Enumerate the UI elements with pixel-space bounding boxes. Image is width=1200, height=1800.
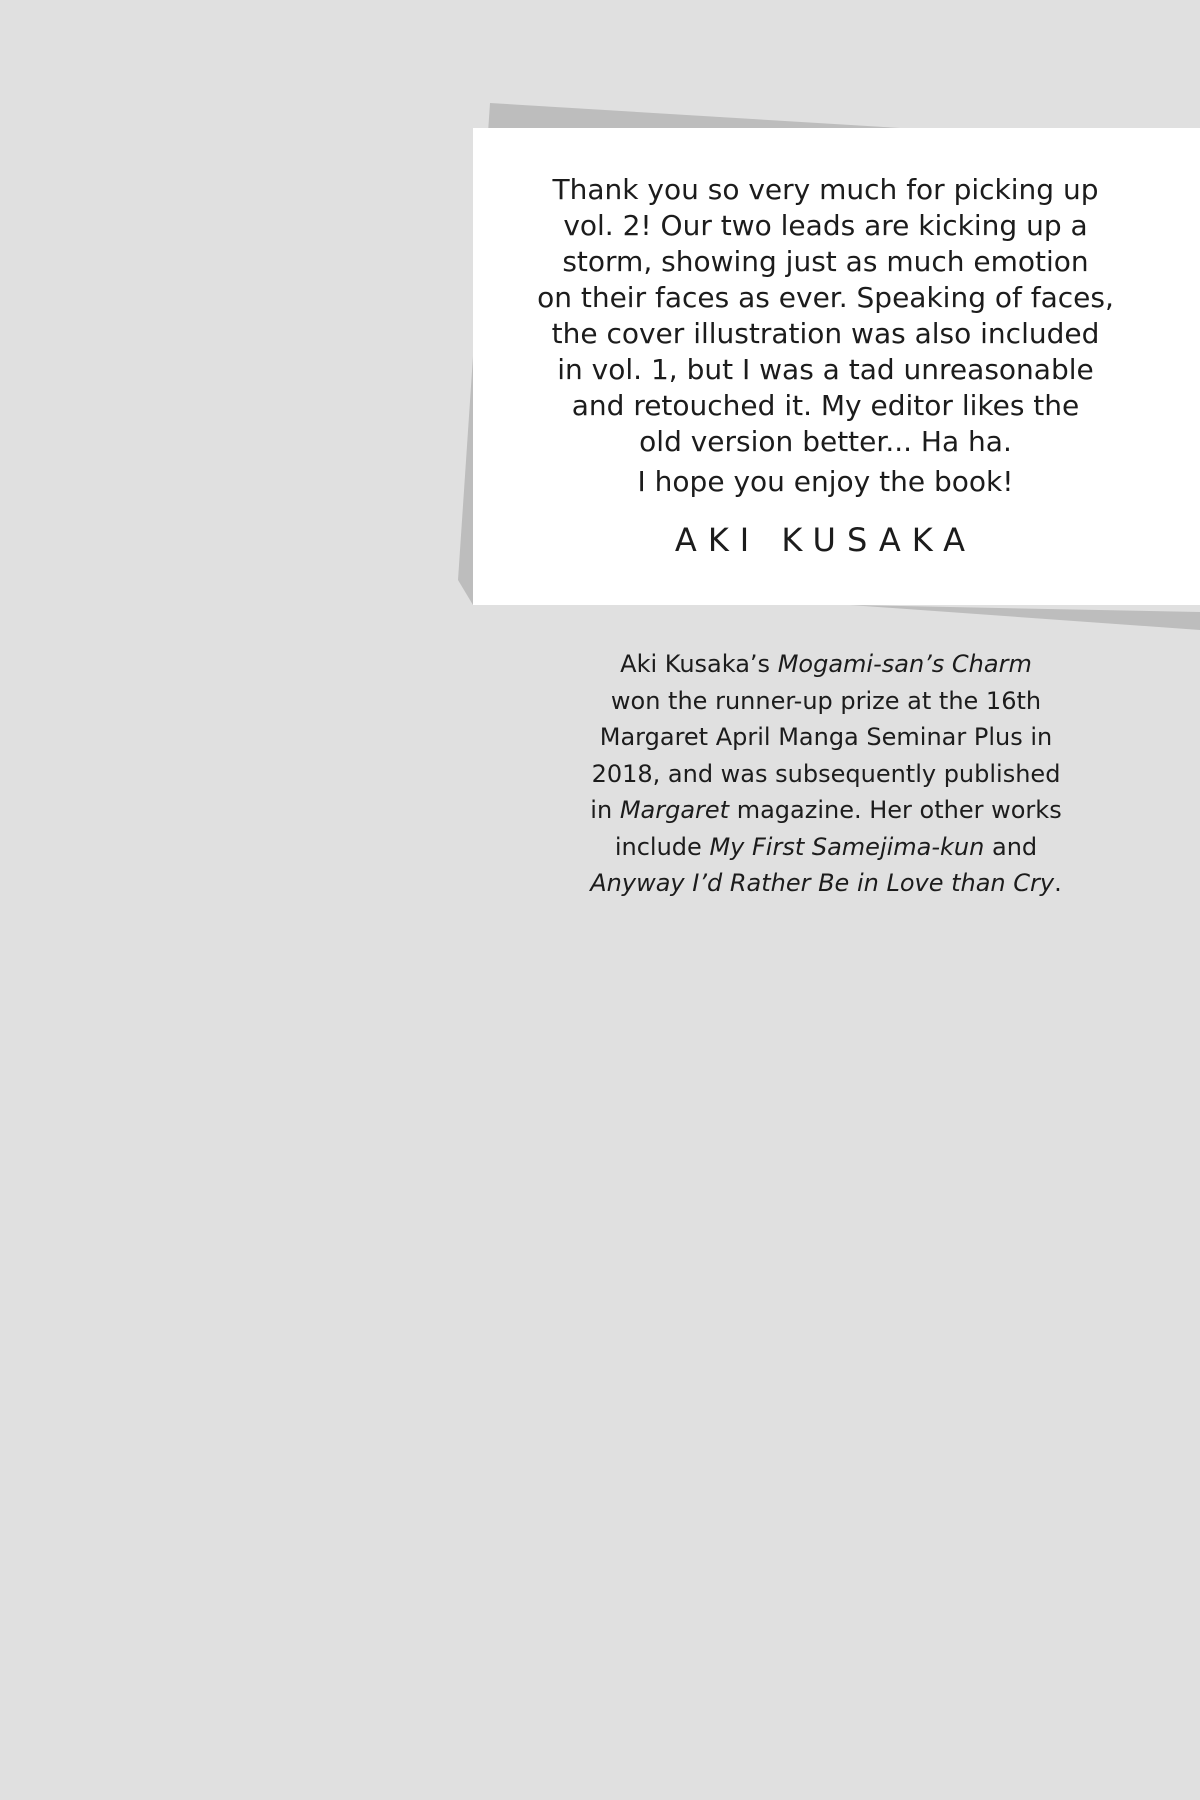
note-line: Thank you so very much for picking up (552, 173, 1099, 206)
bio-text: magazine. Her other works (729, 796, 1062, 824)
note-line: and retouched it. My editor likes the (571, 389, 1080, 422)
bio-line (571, 646, 1081, 683)
bio-text: in (590, 796, 620, 824)
bio-title-samejima: My First Samejima-kun (709, 832, 985, 861)
bio-line: Margaret April Manga Seminar Plus in (599, 723, 1053, 751)
note-line: old version better... Ha ha. (639, 425, 1012, 458)
author-signature: AKI KUSAKA (674, 521, 977, 559)
card-shadow-lower (850, 605, 1200, 630)
bio-line: won the runner-up prize at the 16th (610, 686, 1042, 715)
note-line: storm, showing just as much emotion (562, 245, 1089, 278)
bio-title-anyway: Anyway I’d Rather Be in Love than Cry (590, 869, 1055, 897)
author-note (473, 172, 1178, 500)
bio-text: Aki Kusaka’s (620, 650, 778, 678)
bio-title-margaret: Margaret (619, 796, 730, 824)
bio-line (571, 829, 1081, 866)
bio-text: include (614, 832, 710, 861)
author-bio (571, 646, 1081, 902)
bio-text: and (984, 832, 1038, 861)
note-line: on their faces as ever. Speaking of faces, (537, 281, 1114, 314)
note-closing: I hope you enjoy the book! (637, 465, 1014, 498)
author-note-card (473, 128, 1200, 605)
note-line: vol. 2! Our two leads are kicking up a (563, 209, 1088, 242)
bio-title-mogami: Mogami-san’s Charm (777, 650, 1032, 678)
bio-line (571, 792, 1081, 829)
bio-text: . (1054, 869, 1062, 897)
bio-line: 2018, and was subsequently published (591, 759, 1061, 788)
note-line: the cover illustration was also included (551, 317, 1100, 350)
bio-line (571, 865, 1081, 902)
note-line: in vol. 1, but I was a tad unreasonable (557, 353, 1094, 386)
